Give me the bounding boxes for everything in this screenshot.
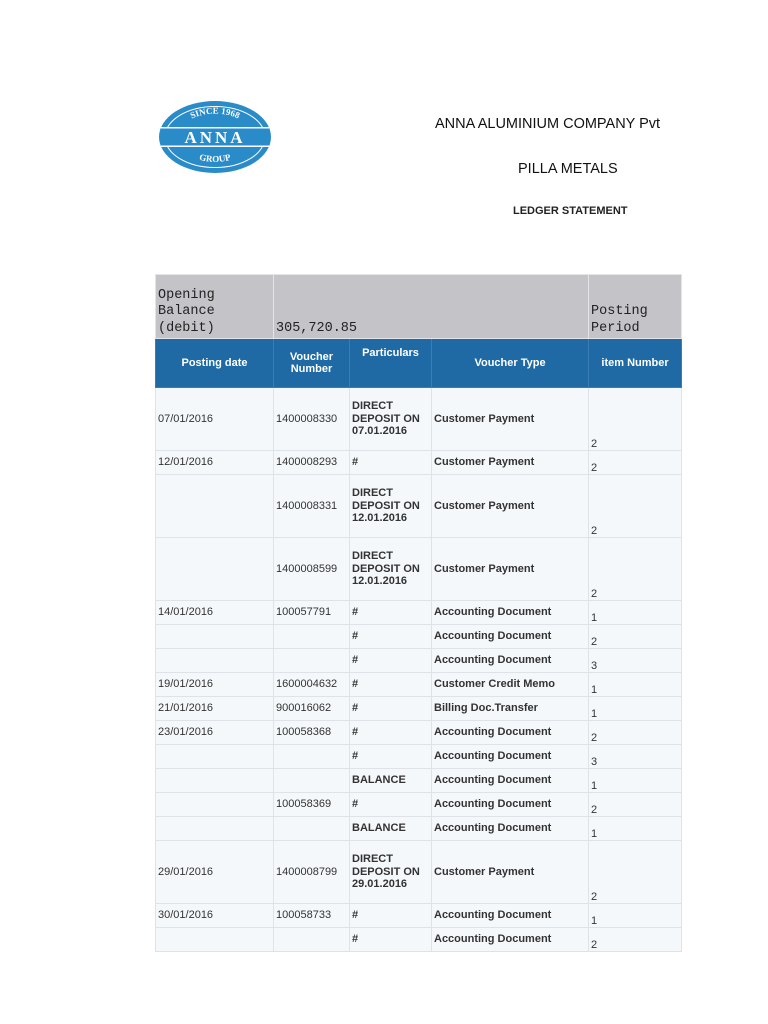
particulars-cell: # [350,673,432,697]
svg-text:ANNA: ANNA [184,128,246,147]
voucher-type-cell: Accounting Document [432,745,589,769]
particulars-cell: # [350,928,432,952]
particulars-cell: BALANCE [350,817,432,841]
particulars-cell: # [350,601,432,625]
posting-date-cell [156,769,274,793]
item-number-cell: 2 [589,388,682,451]
voucher-number-cell [274,769,350,793]
voucher-type-cell: Accounting Document [432,649,589,673]
voucher-type-cell: Accounting Document [432,904,589,928]
voucher-type-cell: Customer Payment [432,451,589,475]
voucher-number-cell: 100058733 [274,904,350,928]
item-number-cell: 1 [589,601,682,625]
voucher-number-cell: 1400008599 [274,538,350,601]
posting-period-label: Posting Period [589,275,682,339]
item-number-cell: 1 [589,817,682,841]
col-voucher-number: Voucher Number [274,339,350,388]
particulars-cell: # [350,625,432,649]
table-row [156,793,682,817]
table-row [156,745,682,769]
ledger-table [155,274,682,952]
table-row [156,475,682,538]
table-row [156,928,682,952]
particulars-cell: # [350,745,432,769]
item-number-cell: 2 [589,538,682,601]
posting-date-cell: 07/01/2016 [156,388,274,451]
posting-date-cell [156,475,274,538]
posting-date-cell: 14/01/2016 [156,601,274,625]
item-number-cell: 3 [589,649,682,673]
voucher-number-cell: 1400008331 [274,475,350,538]
table-row [156,697,682,721]
item-number-cell: 2 [589,451,682,475]
table-row [156,649,682,673]
voucher-type-cell: Customer Payment [432,388,589,451]
posting-date-cell [156,745,274,769]
table-row [156,388,682,451]
particulars-cell: # [350,793,432,817]
voucher-type-cell: Customer Payment [432,841,589,904]
particulars-cell: DIRECT DEPOSIT ON 29.01.2016 [350,841,432,904]
table-row [156,601,682,625]
voucher-type-cell: Customer Payment [432,538,589,601]
voucher-number-cell [274,928,350,952]
company-name: ANNA ALUMINIUM COMPANY Pvt [435,116,661,132]
posting-date-cell [156,928,274,952]
document-title: LEDGER STATEMENT [513,205,628,217]
posting-date-cell: 23/01/2016 [156,721,274,745]
table-row [156,841,682,904]
col-posting-date: Posting date [156,339,274,388]
posting-date-cell: 29/01/2016 [156,841,274,904]
voucher-type-cell: Accounting Document [432,793,589,817]
table-row [156,904,682,928]
table-row [156,451,682,475]
voucher-number-cell: 100057791 [274,601,350,625]
voucher-number-cell: 1400008799 [274,841,350,904]
posting-date-cell [156,793,274,817]
opening-balance-row [156,275,682,339]
opening-balance-value: 305,720.85 [274,275,589,339]
posting-date-cell: 30/01/2016 [156,904,274,928]
voucher-type-cell: Accounting Document [432,625,589,649]
voucher-number-cell: 1400008330 [274,388,350,451]
col-particulars: Particulars [350,339,432,388]
voucher-number-cell [274,625,350,649]
column-header-row [156,339,682,388]
table-row [156,769,682,793]
posting-date-cell: 21/01/2016 [156,697,274,721]
posting-date-cell [156,538,274,601]
voucher-type-cell: Customer Payment [432,475,589,538]
posting-date-cell [156,817,274,841]
svg-text:SINCE 1968: SINCE 1968 [188,105,242,121]
col-voucher-type: Voucher Type [432,339,589,388]
item-number-cell: 2 [589,721,682,745]
voucher-number-cell [274,817,350,841]
table-row [156,538,682,601]
particulars-cell: # [350,904,432,928]
posting-date-cell: 12/01/2016 [156,451,274,475]
table-row [156,625,682,649]
voucher-type-cell: Accounting Document [432,928,589,952]
voucher-number-cell [274,745,350,769]
voucher-type-cell: Accounting Document [432,769,589,793]
voucher-number-cell: 1400008293 [274,451,350,475]
table-row [156,817,682,841]
particulars-cell: # [350,721,432,745]
voucher-number-cell [274,649,350,673]
posting-date-cell [156,649,274,673]
voucher-type-cell: Billing Doc.Transfer [432,697,589,721]
particulars-cell: DIRECT DEPOSIT ON 12.01.2016 [350,475,432,538]
opening-balance-label: Opening Balance (debit) [156,275,274,339]
voucher-type-cell: Accounting Document [432,601,589,625]
col-item-number: item Number [589,339,682,388]
voucher-type-cell: Accounting Document [432,721,589,745]
particulars-cell: DIRECT DEPOSIT ON 07.01.2016 [350,388,432,451]
voucher-type-cell: Customer Credit Memo [432,673,589,697]
item-number-cell: 1 [589,697,682,721]
item-number-cell: 1 [589,673,682,697]
table-row [156,721,682,745]
particulars-cell: DIRECT DEPOSIT ON 12.01.2016 [350,538,432,601]
item-number-cell: 2 [589,841,682,904]
item-number-cell: 2 [589,928,682,952]
particulars-cell: # [350,451,432,475]
particulars-cell: # [350,649,432,673]
voucher-number-cell: 100058369 [274,793,350,817]
item-number-cell: 1 [589,904,682,928]
voucher-type-cell: Accounting Document [432,817,589,841]
svg-text:GROUP: GROUP [198,151,232,164]
posting-date-cell: 19/01/2016 [156,673,274,697]
item-number-cell: 3 [589,745,682,769]
item-number-cell: 2 [589,793,682,817]
particulars-cell: # [350,697,432,721]
item-number-cell: 1 [589,769,682,793]
voucher-number-cell: 100058368 [274,721,350,745]
posting-date-cell [156,625,274,649]
anna-group-logo [157,100,273,174]
voucher-number-cell: 1600004632 [274,673,350,697]
table-row [156,673,682,697]
item-number-cell: 2 [589,625,682,649]
item-number-cell: 2 [589,475,682,538]
subsidiary-name: PILLA METALS [518,161,618,177]
particulars-cell: BALANCE [350,769,432,793]
voucher-number-cell: 900016062 [274,697,350,721]
